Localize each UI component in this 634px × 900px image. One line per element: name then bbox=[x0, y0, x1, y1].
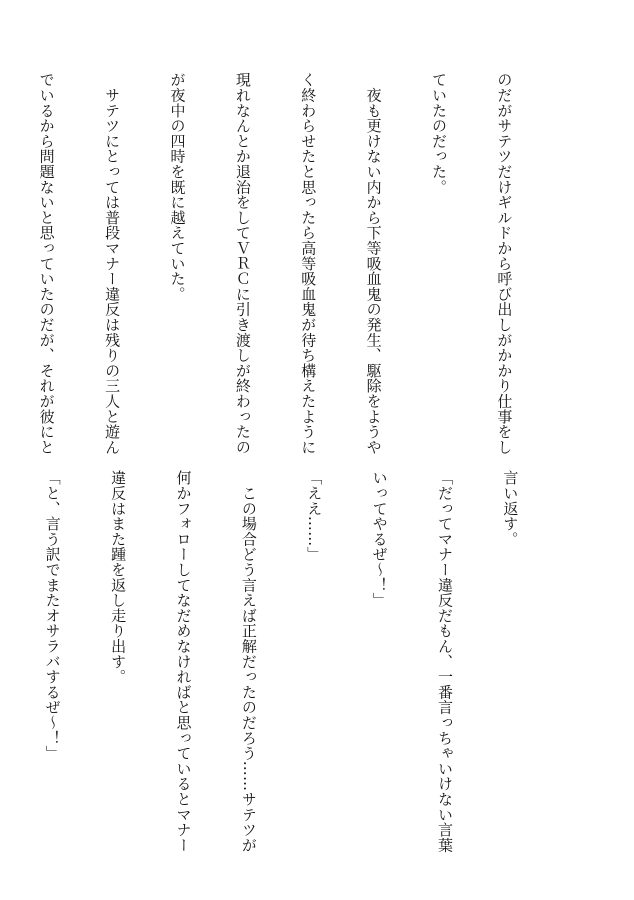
text-line: 何かフォローしてなだめなければと思っているとマナー bbox=[174, 470, 193, 853]
dialogue-line: 「ええ……」 bbox=[305, 470, 324, 562]
text-line: 現れなんとか退治をしてＶＲＣに引き渡しが終わったの bbox=[233, 72, 252, 455]
lower-text-block bbox=[0, 470, 564, 853]
dialogue-line: いってやるぜ～！」 bbox=[370, 470, 389, 608]
upper-text-block bbox=[0, 72, 558, 455]
text-line: サテツにとっては普段マナー違反は残りの三人と遊ん bbox=[103, 72, 122, 455]
dialogue-line: 「だってマナー違反だもん、一番言っちゃいけない言葉 bbox=[436, 470, 455, 853]
text-line: ていたのだった。 bbox=[430, 72, 449, 195]
text-line: 言い返す。 bbox=[501, 470, 520, 547]
dialogue-line: 「と、言う訳でまたオサラバするぜ～！」 bbox=[43, 470, 62, 761]
text-line: 夜も更けない内から下等吸血鬼の発生、駆除をようや bbox=[364, 72, 383, 455]
text-line: が夜中の四時を既に越えていた。 bbox=[168, 72, 187, 302]
text-line: でいるから問題ないと思っていたのだが、それが彼にと bbox=[37, 72, 56, 455]
text-line: のだがサテツだけギルドから呼び出しがかかり仕事をし bbox=[495, 72, 514, 455]
text-line: く終わらせたと思ったら高等吸血鬼が待ち構えたように bbox=[299, 72, 318, 455]
text-line: 違反はまた踵を返し走り出す。 bbox=[109, 470, 128, 685]
text-line: この場合どう言えば正解だったのだろう……サテツが bbox=[239, 470, 258, 853]
